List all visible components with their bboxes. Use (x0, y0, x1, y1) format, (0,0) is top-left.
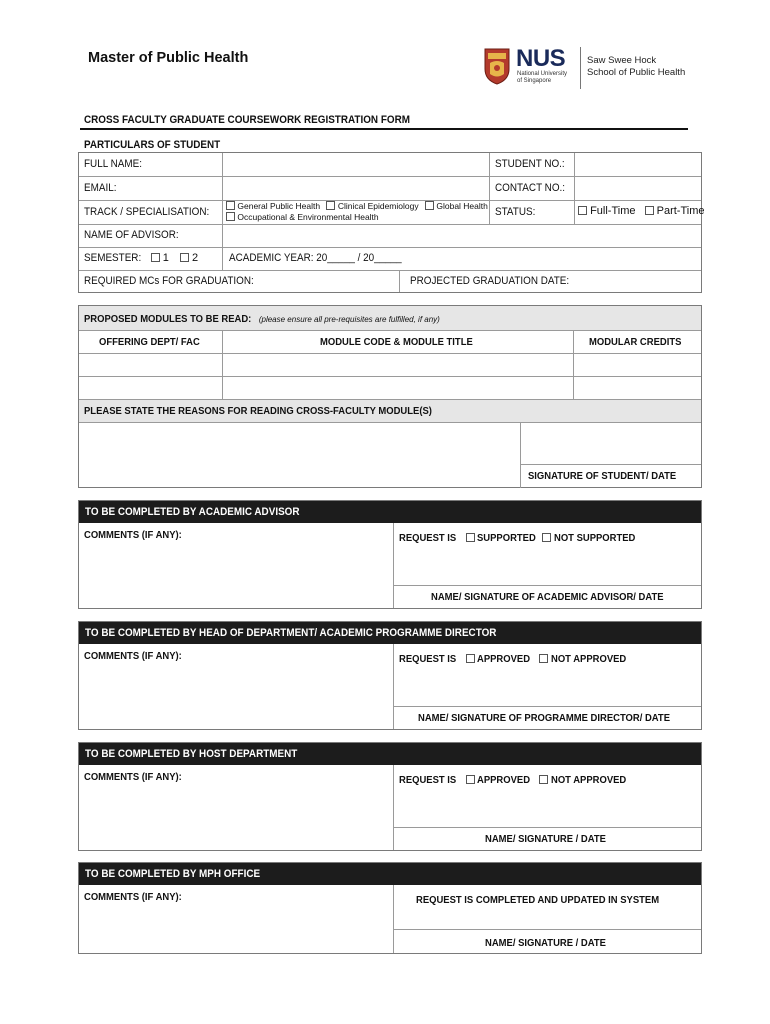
track-clinical-label: Clinical Epidemiology (337, 201, 419, 211)
contact-no-label: CONTACT NO.: (495, 182, 566, 194)
host-not-approved-checkbox[interactable] (539, 775, 548, 784)
modules-table (78, 305, 702, 488)
reasons-heading: PLEASE STATE THE REASONS FOR READING CROSS-FACULTY MODULE(S) (84, 405, 432, 417)
director-comments-field[interactable] (79, 644, 393, 729)
host-approved-checkbox[interactable] (466, 775, 475, 784)
required-mcs-label: REQUIRED MCs FOR GRADUATION: (84, 275, 254, 287)
track-global-label: Global Health (436, 201, 488, 211)
full-name-label: FULL NAME: (84, 158, 142, 170)
particulars-table (78, 152, 705, 293)
email-label: EMAIL: (84, 182, 117, 194)
track-options-row2 (226, 212, 379, 222)
col-offering-dept: OFFERING DEPT/ FAC (99, 336, 200, 348)
modules-note: (please ensure all pre-requisites are fulfilled, if any) (258, 315, 440, 324)
status-parttime-label: Part-Time (656, 205, 705, 217)
nus-wordmark: NUS (516, 45, 566, 72)
host-request-label: REQUEST IS (399, 774, 457, 786)
nus-seal-icon (483, 47, 511, 85)
director-section (78, 621, 702, 730)
director-not-approved-label: NOT APPROVED (551, 653, 627, 665)
semester-row (84, 252, 198, 264)
nus-logo (483, 45, 695, 91)
track-occupational-label: Occupational & Environmental Health (237, 212, 379, 222)
student-no-field[interactable] (575, 153, 701, 176)
track-options-row1 (226, 201, 488, 211)
particulars-heading: PARTICULARS OF STUDENT (84, 139, 221, 151)
mph-office-section-heading: TO BE COMPLETED BY MPH OFFICE (79, 863, 701, 885)
host-section-heading: TO BE COMPLETED BY HOST DEPARTMENT (79, 743, 701, 765)
modules-heading: PROPOSED MODULES TO BE READ: (please ensure all pre-requisites are fulfilled, if any) (84, 313, 440, 325)
mph-signature-label: NAME/ SIGNATURE / DATE (485, 937, 606, 949)
full-name-field[interactable] (223, 153, 489, 176)
host-not-approved-label: NOT APPROVED (551, 774, 627, 786)
university-name: National University of Singapore (517, 71, 568, 84)
advisor-not-supported-checkbox[interactable] (542, 533, 551, 542)
director-comments-label: COMMENTS (IF ANY): (84, 650, 182, 662)
advisor-not-supported-label: NOT SUPPORTED (553, 532, 636, 544)
form-title: CROSS FACULTY GRADUATE COURSEWORK REGISTRATION FORM (84, 114, 410, 126)
director-approved-label: APPROVED (477, 653, 531, 665)
director-not-approved-checkbox[interactable] (539, 654, 548, 663)
advisor-supported-checkbox[interactable] (466, 533, 475, 542)
status-label: STATUS: (495, 206, 536, 218)
semester-2-label: 2 (191, 252, 199, 264)
col-modular-credits: MODULAR CREDITS (589, 336, 682, 348)
advisor-signature-label: NAME/ SIGNATURE OF ACADEMIC ADVISOR/ DATE (431, 591, 664, 603)
academic-year-field[interactable]: ACADEMIC YEAR: 20_____ / 20_____ (229, 252, 402, 264)
host-comments-field[interactable] (79, 765, 393, 850)
advisor-section-heading: TO BE COMPLETED BY ACADEMIC ADVISOR (79, 501, 701, 523)
track-clinical-checkbox[interactable] (326, 201, 335, 210)
school-name: Saw Swee Hock School of Public Health (587, 55, 686, 78)
director-section-heading: TO BE COMPLETED BY HEAD OF DEPARTMENT/ ACADEMIC PROGRAMME DIRECTOR (79, 622, 701, 644)
director-approved-checkbox[interactable] (466, 654, 475, 663)
title-rule (80, 128, 688, 130)
module-dept-cell[interactable] (79, 377, 222, 399)
track-occupational-checkbox[interactable] (226, 212, 235, 221)
advisor-request-label: REQUEST IS (399, 532, 457, 544)
semester-2-checkbox[interactable] (180, 253, 189, 262)
track-global-checkbox[interactable] (425, 201, 434, 210)
mph-office-section (78, 862, 702, 954)
reasons-field[interactable] (79, 423, 520, 487)
advisor-supported-label: SUPPORTED (477, 532, 537, 544)
projected-date-label: PROJECTED GRADUATION DATE: (410, 275, 570, 287)
status-options (578, 205, 705, 217)
student-signature-label: SIGNATURE OF STUDENT/ DATE (528, 470, 677, 482)
mph-request-completed-label: REQUEST IS COMPLETED AND UPDATED IN SYSTEM (416, 894, 660, 906)
director-request-row (399, 653, 635, 665)
track-general-checkbox[interactable] (226, 201, 235, 210)
student-signature-field[interactable] (521, 423, 701, 464)
module-dept-cell[interactable] (79, 354, 222, 376)
module-credits-cell[interactable] (574, 377, 701, 399)
module-title-cell[interactable] (223, 377, 573, 399)
status-fulltime-label: Full-Time (590, 205, 636, 217)
host-section (78, 742, 702, 851)
module-title-cell[interactable] (223, 354, 573, 376)
semester-1-checkbox[interactable] (151, 253, 160, 262)
advisor-section (78, 500, 702, 609)
student-no-label: STUDENT NO.: (495, 158, 565, 170)
track-general-label: General Public Health (237, 201, 321, 211)
module-credits-cell[interactable] (574, 354, 701, 376)
host-signature-label: NAME/ SIGNATURE / DATE (485, 833, 606, 845)
host-approved-label: APPROVED (477, 774, 531, 786)
advisor-comments-label: COMMENTS (IF ANY): (84, 529, 182, 541)
track-label: TRACK / SPECIALISATION: (84, 206, 210, 218)
contact-no-field[interactable] (575, 177, 701, 200)
host-request-row (399, 774, 635, 786)
semester-1-label: 1 (162, 252, 169, 264)
semester-label: SEMESTER: (84, 252, 142, 264)
document-title: Master of Public Health (88, 50, 249, 66)
advisor-field[interactable] (223, 225, 701, 247)
director-request-label: REQUEST IS (399, 653, 457, 665)
logo-divider (580, 47, 581, 89)
host-comments-label: COMMENTS (IF ANY): (84, 771, 182, 783)
advisor-comments-field[interactable] (79, 523, 393, 608)
advisor-request-row (399, 532, 644, 544)
status-fulltime-checkbox[interactable] (578, 206, 587, 215)
mph-comments-field[interactable] (79, 885, 393, 953)
director-signature-label: NAME/ SIGNATURE OF PROGRAMME DIRECTOR/ DATE (418, 712, 671, 724)
advisor-label: NAME OF ADVISOR: (84, 229, 179, 241)
col-module-title: MODULE CODE & MODULE TITLE (320, 336, 473, 348)
mph-comments-label: COMMENTS (IF ANY): (84, 891, 182, 903)
status-parttime-checkbox[interactable] (645, 206, 654, 215)
email-field[interactable] (223, 177, 489, 200)
